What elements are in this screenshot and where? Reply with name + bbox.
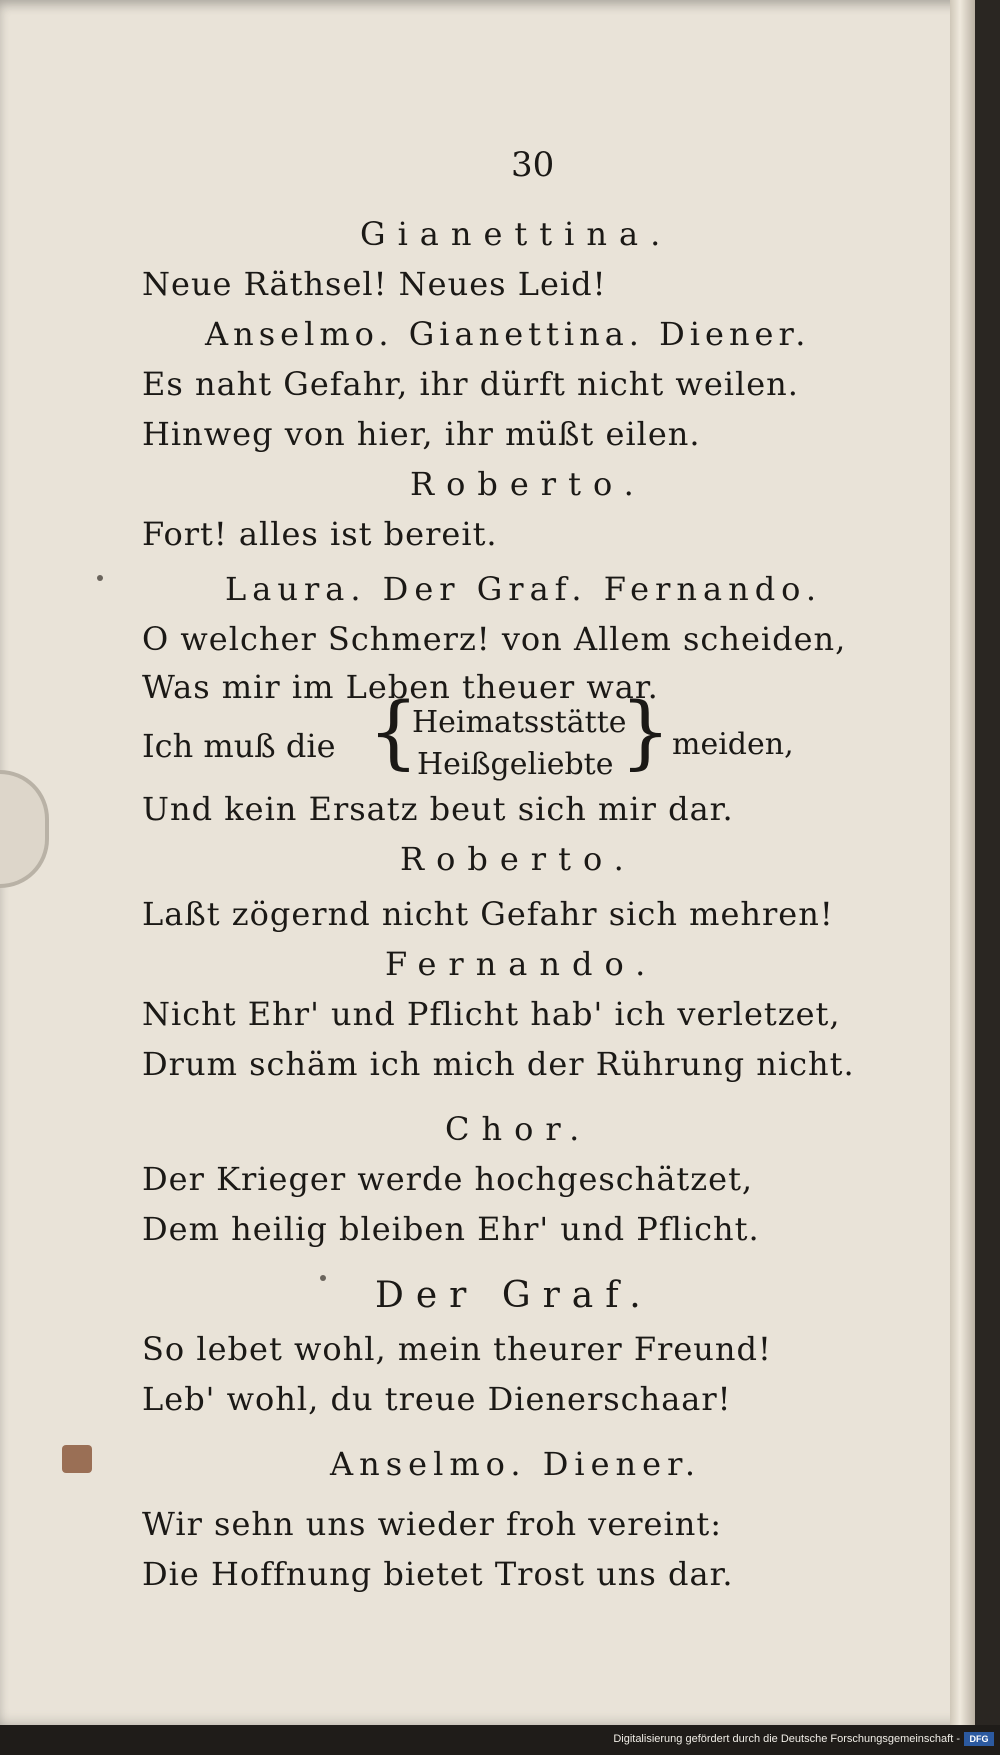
verse-line: O welcher Schmerz! von Allem scheiden, — [142, 620, 847, 658]
right-brace: } — [620, 685, 671, 778]
left-brace: { — [368, 685, 419, 778]
dfg-logo: DFG — [964, 1732, 994, 1746]
verse-line: Fort! alles ist bereit. — [142, 515, 498, 553]
verse-line: Hinweg von hier, ihr müßt eilen. — [142, 415, 701, 453]
page-number: 30 — [511, 145, 555, 185]
footer-credit: Digitalisierung gefördert durch die Deutsche Forschungsgemeinschaft - — [613, 1733, 960, 1745]
verse-line: Und kein Ersatz beut sich mir dar. — [142, 790, 734, 828]
verse-line: Neue Räthsel! Neues Leid! — [142, 265, 607, 303]
verse-line: Der Krieger werde hochgeschätzet, — [142, 1160, 754, 1198]
verse-line: Nicht Ehr' und Pflicht hab' ich verletzet, — [142, 995, 841, 1033]
speaker-heading: Fernando. — [385, 945, 658, 983]
verse-line: Dem heilig bleiben Ehr' und Pflicht. — [142, 1210, 760, 1248]
verse-line: Leb' wohl, du treue Dienerschaar! — [142, 1380, 732, 1418]
verse-line: Drum schäm ich mich der Rührung nicht. — [142, 1045, 855, 1083]
speaker-heading: Laura. Der Graf. Fernando. — [225, 570, 823, 608]
speaker-heading: Roberto. — [400, 840, 636, 878]
verse-line: Wir sehn uns wieder froh vereint: — [142, 1505, 722, 1543]
brace-option-2: Heißgeliebte — [417, 747, 614, 782]
speaker-heading: Roberto. — [410, 465, 646, 503]
brace-option-1: Heimatsstätte — [412, 705, 627, 740]
verse-line: Laßt zögernd nicht Gefahr sich mehren! — [142, 895, 834, 933]
page-edge — [950, 0, 975, 1725]
verse-line: Was mir im Leben theuer war. — [142, 668, 659, 706]
ink-speck — [97, 575, 103, 581]
paper-stain — [62, 1445, 92, 1473]
verse-line: Die Hoffnung bietet Trost uns dar. — [142, 1555, 734, 1593]
speaker-heading: Anselmo. Diener. — [330, 1445, 702, 1483]
scanner-clip — [0, 770, 49, 888]
speaker-heading: Anselmo. Gianettina. Diener. — [205, 315, 811, 353]
verse-line: Es naht Gefahr, ihr dürft nicht weilen. — [142, 365, 799, 403]
brace-suffix: meiden, — [672, 727, 794, 762]
digitization-footer — [0, 1725, 1000, 1755]
ink-speck — [320, 1275, 326, 1281]
brace-prefix: Ich muß die — [142, 727, 336, 765]
speaker-heading: Der Graf. — [375, 1275, 653, 1316]
speaker-heading: Chor. — [445, 1110, 592, 1148]
speaker-heading: Gianettina. — [360, 215, 673, 253]
verse-line: So lebet wohl, mein theurer Freund! — [142, 1330, 772, 1368]
